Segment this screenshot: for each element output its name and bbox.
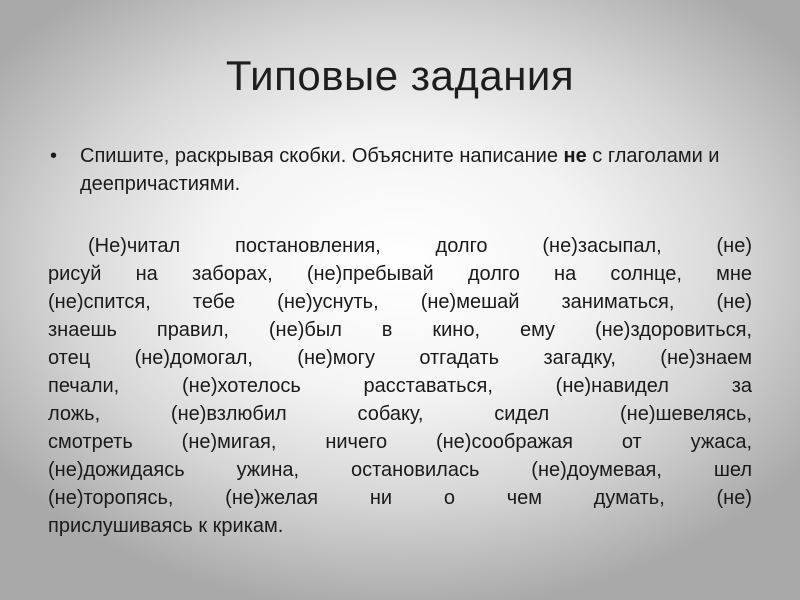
paragraph-line: ложь, (не)взлюбил собаку, сидел (не)шевелясь, — [48, 403, 752, 425]
bullet-dot-icon: • — [50, 145, 58, 167]
paragraph-line: знаешь правил, (не)был в кино, ему (не)здоровиться, — [48, 319, 752, 341]
paragraph-line: (Не)читал постановления, долго (не)засыпал, (не) — [88, 235, 752, 257]
bullet-text-after: с глаголами и деепричастиями. — [80, 145, 720, 195]
paragraph-line: (не)спится, тебе (не)уснуть, (не)мешай заниматься, (не) — [48, 291, 752, 313]
bullet-text-before: Спишите, раскрывая скобки. Объясните написание — [80, 145, 564, 167]
paragraph-line: смотреть (не)мигая, ничего (не)соображая от ужаса, — [48, 431, 752, 453]
paragraph-line: (не)торопясь, (не)желая ни о чем думать, (не) — [48, 487, 752, 509]
paragraph-line: рисуй на заборах, (не)пребывай долго на солнце, мне — [48, 263, 752, 285]
paragraph-line: (не)дожидаясь ужина, остановилась (не)доумевая, шел — [48, 459, 752, 481]
paragraph-line: отец (не)домогал, (не)могу отгадать загадку, (не)знаем — [48, 347, 752, 369]
bullet-text — [80, 142, 750, 198]
exercise-paragraph — [48, 232, 752, 540]
paragraph-line: прислушиваясь к крикам. — [48, 515, 284, 537]
paragraph-line: печали, (не)хотелось расставаться, (не)навидел за — [48, 375, 752, 397]
slide-title: Типовые задания — [225, 52, 575, 99]
bullet-text-bold: не — [563, 145, 587, 167]
bullet-item — [50, 142, 750, 198]
